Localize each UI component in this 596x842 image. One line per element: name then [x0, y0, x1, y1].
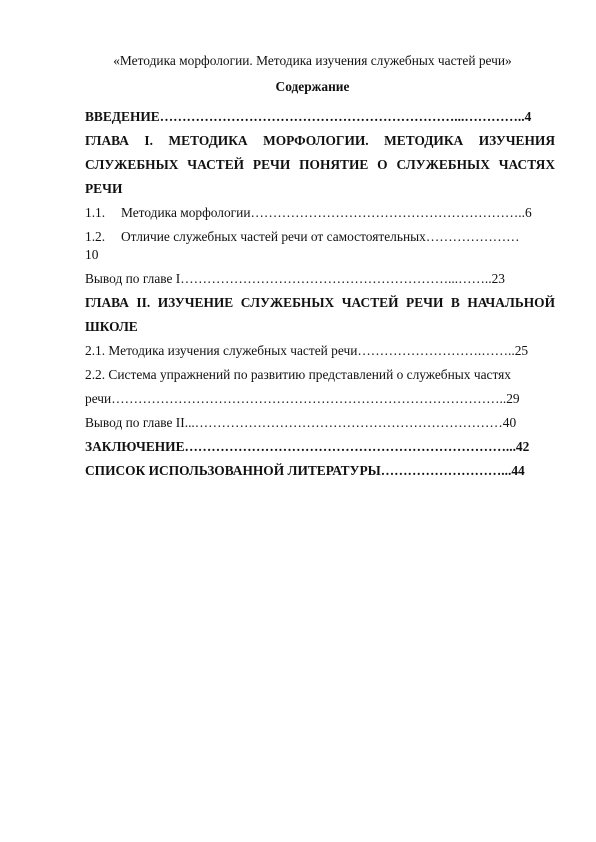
toc-entry-chapter-1-line-3: РЕЧИ: [85, 181, 123, 196]
toc-entry-chapter-1-conclusion: Вывод по главе I……………………………………………………...……..23: [85, 271, 505, 286]
section-title: Отличие служебных частей речи от самостоятельных…………………: [121, 229, 520, 244]
toc-entry-section-2-1: 2.1. Методика изучения служебных частей речи……………………….……..25: [85, 343, 529, 358]
toc-entry-references: СПИСОК ИСПОЛЬЗОВАННОЙ ЛИТЕРАТУРЫ………………………...44: [85, 463, 525, 478]
toc-entry-chapter-2-line-2: ШКОЛЕ: [85, 319, 138, 334]
toc-entry-section-2-2-line-1: 2.2. Система упражнений по развитию представлений о служебных частях: [85, 367, 511, 382]
toc-entry-section-2-2-line-2: речи……………………………………………………………………………..29: [85, 391, 520, 406]
toc-entry-section-1-2: [85, 228, 555, 246]
section-number: 1.1.: [85, 205, 106, 220]
section-number: 1.2.: [85, 229, 106, 244]
toc-entry-chapter-2-line-1: ГЛАВА II. ИЗУЧЕНИЕ СЛУЖЕБНЫХ ЧАСТЕЙ РЕЧИ В НАЧАЛЬНОЙ: [85, 295, 555, 310]
section-title: Методика морфологии……………………………………………………..6: [121, 205, 532, 220]
toc-heading: Содержание: [275, 79, 350, 94]
toc-entry-chapter-1-line-1: ГЛАВА I. МЕТОДИКА МОРФОЛОГИИ. МЕТОДИКА ИЗУЧЕНИЯ: [85, 133, 555, 148]
toc-entry-introduction: ВВЕДЕНИЕ…………………………………………………………...…………..4: [85, 109, 532, 124]
toc-entry-chapter-1-line-2: СЛУЖЕБНЫХ ЧАСТЕЙ РЕЧИ ПОНЯТИЕ О СЛУЖЕБНЫХ ЧАСТЯХ: [85, 157, 555, 172]
toc-entry-section-1-2-page: 10: [85, 247, 99, 262]
toc-entry-section-1-1: [85, 204, 555, 222]
toc-entry-conclusion: ЗАКЛЮЧЕНИЕ………………………………………………………………...42: [85, 439, 530, 454]
toc-entry-chapter-2-conclusion: Вывод по главе II...……………………………………………………………40: [85, 415, 517, 430]
document-title: «Методика морфологии. Методика изучения служебных частей речи»: [113, 53, 512, 68]
